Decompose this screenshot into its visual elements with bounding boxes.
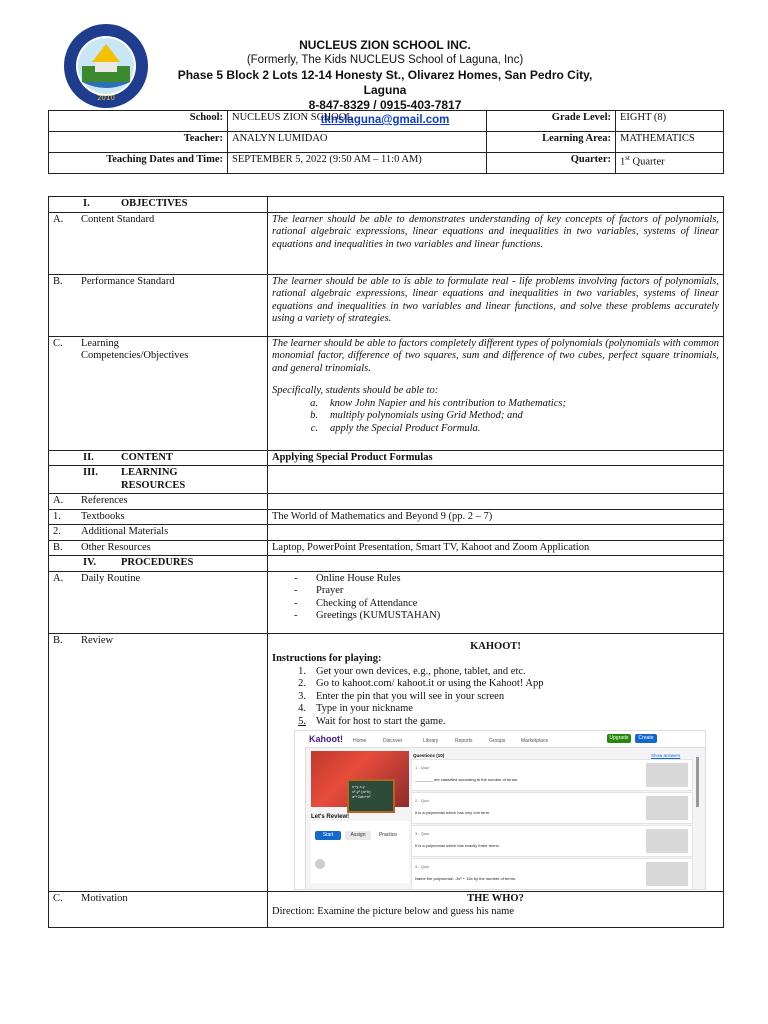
content-standard-text: The learner should be able to demonstrates understanding of key concepts of factors of polynomials, rational algebraic expressions, linear equations and inequalities in two variables, systems of linear equations and inequalities in two variables and linear functions. xyxy=(268,212,724,274)
instruction-step: 1. Get your own devices, e.g., phone, tablet, and etc. xyxy=(298,665,526,677)
kahoot-start-button[interactable]: Start xyxy=(315,831,341,840)
dates-label: Teaching Dates and Time: xyxy=(49,153,228,174)
instruction-step: 4. Type in your nickname xyxy=(298,703,413,714)
kahoot-nav-home[interactable]: Home xyxy=(353,738,367,744)
motivation-content xyxy=(268,892,724,928)
area-value: MATHEMATICS xyxy=(616,132,724,153)
routine-item: - Checking of Attendance xyxy=(294,597,418,609)
school-value: NUCLEUS ZION SCHOOL xyxy=(228,111,487,132)
kahoot-logo: Kahoot! xyxy=(309,734,343,744)
quarter-label: Quarter: xyxy=(487,153,616,174)
kahoot-nav-reports[interactable]: Reports xyxy=(455,738,473,744)
kahoot-upgrade-button[interactable]: Upgrade xyxy=(607,734,631,743)
kahoot-scrollbar[interactable] xyxy=(696,757,699,807)
instruction-step: 3. Enter the pin that you will see in your screen xyxy=(298,690,505,702)
kahoot-card xyxy=(311,821,409,883)
kahoot-nav-discover[interactable]: Discover xyxy=(383,738,403,744)
objective-item: c. apply the Special Product Formula. xyxy=(310,422,481,434)
kahoot-assign-button[interactable]: Assign xyxy=(345,831,371,840)
grade-label: Grade Level: xyxy=(487,111,616,132)
kahoot-instructions-title: Instructions for playing: xyxy=(272,653,382,664)
kahoot-title: KAHOOT! xyxy=(470,640,521,652)
content-standard-label: A. Content Standard xyxy=(49,212,268,274)
kahoot-sidebar xyxy=(295,747,306,889)
school-label: School: xyxy=(49,111,228,132)
other-resources-label: B. Other Resources xyxy=(49,540,268,556)
objective-item: b. multiply polynomials using Grid Method; and xyxy=(310,410,523,421)
kahoot-show-answers[interactable]: Show answers xyxy=(651,753,681,758)
competencies-label: C. Learning Competencies/Objectives xyxy=(49,336,268,450)
avatar xyxy=(315,859,325,869)
school-logo xyxy=(62,22,150,110)
kahoot-create-button[interactable]: Create xyxy=(635,734,657,743)
procedures-heading: IV. PROCEDURES xyxy=(49,556,268,572)
kahoot-practice-button[interactable]: Practice xyxy=(375,831,401,840)
learning-resources-heading: III. LEARNING RESOURCES xyxy=(49,466,268,494)
kahoot-nav-marketplace[interactable]: Marketplace xyxy=(521,738,549,744)
dates-value: SEPTEMBER 5, 2022 (9:50 AM – 11:0 AM) xyxy=(228,153,487,174)
kahoot-nav-library[interactable]: Library xyxy=(423,738,439,744)
grade-value: EIGHT (8) xyxy=(616,111,724,132)
school-phone: 8-847-8329 / 0915-403-7817 xyxy=(308,98,462,112)
teacher-label: Teacher: xyxy=(49,132,228,153)
competencies-text: The learner should be able to factors completely different types of polynomials (polynomials with common monomial factor, difference of two squares, sum and difference of two cubes, perfect square trinomials, and general trinomials. Specifically, students should be able to: a. know John Napier and his contribution to Mathematics; b. multiply polynomials using Grid Method; and c. apply the Special Product Formula. xyxy=(268,336,724,450)
daily-routine-list xyxy=(268,571,724,633)
kahoot-question[interactable]: 2 - Quiz It is a polynomial which has only one term. xyxy=(411,792,693,824)
content-value: Applying Special Product Formulas xyxy=(268,450,724,466)
instruction-step: 5. Wait for host to start the game. xyxy=(298,715,446,727)
motivation-label: C. Motivation xyxy=(49,892,268,928)
performance-standard-text: The learner should be able to is able to formulate real - life problems involving factors of polynomials, rational algebraic expressions, linear equations and inequalities in two variables, systems of linear equations and inequalities in two variables and linear functions, and solve these problems accurately using a variety of strategies. xyxy=(268,274,724,336)
references-label: A. References xyxy=(49,494,268,510)
review-label: B. Review xyxy=(49,633,268,892)
textbooks-value: The World of Mathematics and Beyond 9 (pp. 2 – 7) xyxy=(268,509,724,525)
kahoot-questions-title: Questions (10) xyxy=(413,753,445,758)
school-name: NUCLEUS ZION SCHOOL INC. xyxy=(299,38,471,52)
kahoot-question[interactable]: 1 - Quiz ________ are classified according to the number of terms. xyxy=(411,759,693,791)
lesson-plan-table xyxy=(48,196,724,928)
kahoot-cover-image: x+y x-y x²-y² (a+b) a²+2ab+b² xyxy=(311,751,409,807)
quarter-value: 1st Quarter xyxy=(616,153,724,174)
additional-materials-label: 2. Additional Materials xyxy=(49,525,268,541)
school-email-link[interactable]: tknslaguna@gmail.com xyxy=(320,114,450,126)
kahoot-question[interactable]: 4 - Quiz Name the polynomial: -3x² + 16x by the number of terms. xyxy=(411,858,693,890)
motivation-direction: Direction: Examine the picture below and guess his name xyxy=(272,905,515,917)
objectives-heading: I. OBJECTIVES xyxy=(49,197,268,213)
routine-item: - Online House Rules xyxy=(294,572,401,584)
instruction-step: 2. Go to kahoot.com/ kahoot.it or using the Kahoot! App xyxy=(298,678,544,689)
kahoot-screenshot xyxy=(294,730,706,890)
routine-item: - Prayer xyxy=(294,585,344,596)
textbooks-label: 1. Textbooks xyxy=(49,509,268,525)
routine-item: - Greetings (KUMUSTAHAN) xyxy=(294,610,441,621)
other-resources-value: Laptop, PowerPoint Presentation, Smart TV, Kahoot and Zoom Application xyxy=(268,540,724,556)
kahoot-nav-groups[interactable]: Groups xyxy=(489,738,506,744)
school-address: Phase 5 Block 2 Lots 12-14 Honesty St., Olivarez Homes, San Pedro City, Laguna xyxy=(177,68,593,97)
content-heading: II. CONTENT xyxy=(49,450,268,466)
school-formerly: (Formerly, The Kids NUCLEUS School of Laguna, Inc) xyxy=(246,54,524,66)
kahoot-question[interactable]: 3 - Quiz It is a polynomial which has exactly three terms. xyxy=(411,825,693,857)
performance-standard-label: B. Performance Standard xyxy=(49,274,268,336)
review-content xyxy=(268,633,724,892)
kahoot-card-title: Let's Review! xyxy=(311,814,350,820)
motivation-title: THE WHO? xyxy=(467,893,524,904)
svg-text:2010: 2010 xyxy=(97,94,115,102)
daily-routine-label: A. Daily Routine xyxy=(49,571,268,633)
lesson-info-table xyxy=(48,110,724,174)
objective-item: a. know John Napier and his contribution to Mathematics; xyxy=(310,397,566,409)
teacher-value: ANALYN LUMIDAO xyxy=(228,132,487,153)
area-label: Learning Area: xyxy=(487,132,616,153)
